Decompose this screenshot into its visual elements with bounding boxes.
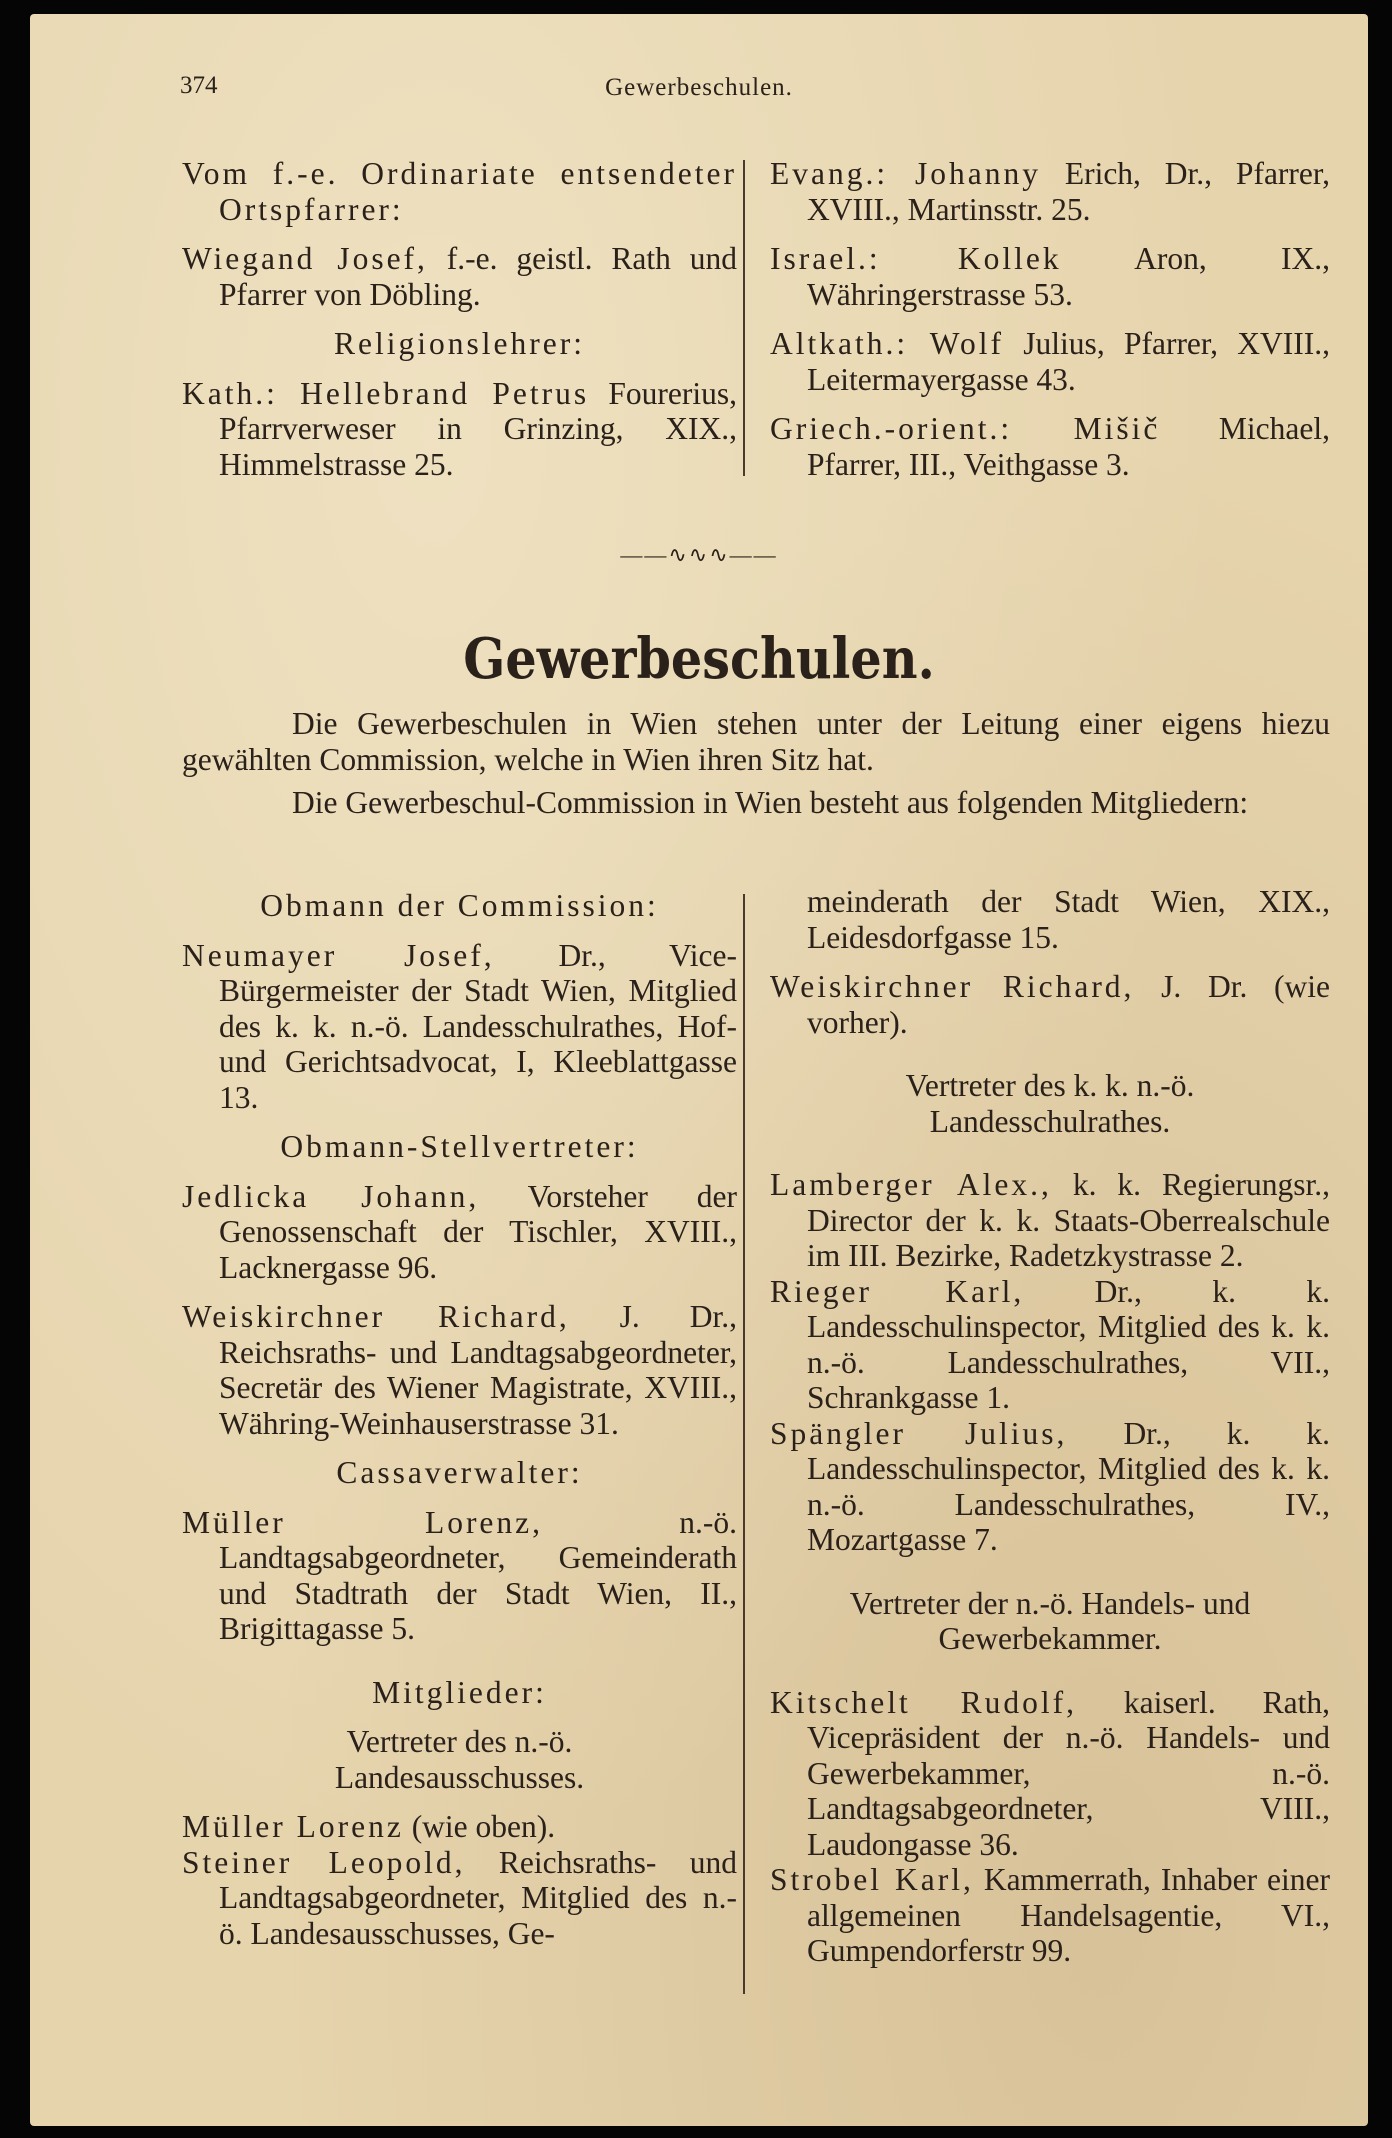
ornamental-divider: ——∿∿∿—— — [620, 542, 778, 567]
page-number: 374 — [180, 72, 218, 99]
members-left-column — [182, 888, 737, 1951]
intro-paragraph: Die Gewerbeschul-Commission in Wien besteht aus folgenden Mitgliedern: — [292, 785, 1249, 820]
landesausschuss-subheading: Vertreter des n.-ö. Landesausschusses. — [334, 1724, 585, 1795]
jedlicka-entry: Jedlicka Johann, Vorsteher der Genossenschaft der Tischler, XVIII., Lacknergasse 96. — [182, 1178, 737, 1285]
lamberger-entry: Lamberger Alex., k. k. Regierungsr., Director der k. k. Staats-Oberrealschule im III. Bezirke, Radetzkystrasse 2. — [770, 1167, 1330, 1273]
mitglieder-heading: Mitglieder: — [372, 1674, 547, 1710]
book-page — [30, 14, 1368, 2126]
kollek-entry: Israel.: Kollek Aron, IX., Währingerstrasse 53. — [770, 241, 1331, 312]
wolf-entry: Altkath.: Wolf Julius, Pfarrer, XVIII., Leitermayergasse 43. — [770, 326, 1331, 397]
strobel-entry: Strobel Karl, Kammerrath, Inhaber einer allgemeinen Handelsagentie, VI., Gumpendorferstr 99. — [770, 1862, 1331, 1968]
hellebrand-entry: Kath.: Hellebrand Petrus Fourerius, Pfarrverweser in Grinzing, XIX., Himmelstrasse 25. — [182, 375, 738, 482]
section-title: Gewerbeschulen. — [463, 626, 935, 692]
kitschelt-entry: Kitschelt Rudolf, kaiserl. Rath, Vicepräsident der n.-ö. Handels- und Gewerbekammer, n.-ö. Landtagsabgeordneter, VIII., Laudongasse 36. — [770, 1684, 1330, 1862]
steiner-entry: Steiner Leopold, Reichsraths- und Landtagsabgeordneter, Mitglied des n.-ö. Landesausschusses, Ge- — [182, 1844, 737, 1951]
running-title: Gewerbeschulen. — [605, 74, 793, 101]
top-left-column — [182, 156, 737, 482]
top-right-column — [770, 156, 1330, 482]
weiskirchner-entry: Weiskirchner Richard, J. Dr., Reichsraths- und Landtagsabgeordneter, Secretär des Wiener Magistrate, XVIII., Währing-Weinhauserstrasse 31. — [182, 1299, 738, 1441]
misic-entry: Griech.-orient.: Mišič Michael, Pfarrer, III., Veithgasse 3. — [770, 411, 1331, 482]
ordinariat-heading: Vom f.-e. Ordinariate entsendeter Ortspfarrer: — [182, 156, 737, 227]
obmann-heading: Obmann der Commission: — [260, 888, 659, 923]
schulrath-subheading: Vertreter des k. k. n.-ö. Landesschulrathes. — [905, 1068, 1195, 1139]
intro-paragraph: Die Gewerbeschulen in Wien stehen unter der Leitung einer eigens hiezu gewählten Commission, welche in Wien ihren Sitz hat. — [182, 706, 1330, 777]
members-right-column — [770, 884, 1330, 1969]
mueller-repeat-entry: Müller Lorenz (wie oben). — [182, 1809, 556, 1844]
neumayer-entry: Neumayer Josef, Dr., Vice-Bürgermeister der Stadt Wien, Mitglied des k. k. n.-ö. Landesschulrathes, Hof- und Gerichtsadvocat, I, Kleeblattgasse 13. — [182, 937, 738, 1115]
johanny-entry: Evang.: Johanny Erich, Dr., Pfarrer, XVIII., Martinsstr. 25. — [770, 156, 1330, 227]
cassaverwalter-heading: Cassaverwalter: — [336, 1455, 583, 1490]
steiner-continuation: meinderath der Stadt Wien, XIX., Leidesdorfgasse 15. — [807, 884, 1330, 955]
stellvertreter-heading: Obmann-Stellvertreter: — [280, 1129, 639, 1164]
weiskirchner-repeat-entry: Weiskirchner Richard, J. Dr. (wie vorher). — [770, 969, 1331, 1040]
handelskammer-subheading: Vertreter der n.-ö. Handels- und Gewerbekammer. — [849, 1585, 1251, 1656]
intro-text — [182, 706, 1330, 828]
spaengler-entry: Spängler Julius, Dr., k. k. Landesschulinspector, Mitglied des k. k. n.-ö. Landesschulrathes, IV., Mozartgasse 7. — [770, 1415, 1330, 1557]
mueller-entry: Müller Lorenz, n.-ö. Landtagsabgeordneter, Gemeinderath und Stadtrath der Stadt Wien, II., Brigittagasse 5. — [182, 1504, 737, 1646]
top-column-rule — [743, 160, 745, 476]
rieger-entry: Rieger Karl, Dr., k. k. Landesschulinspector, Mitglied des k. k. n.-ö. Landesschulrathes, VII., Schrankgasse 1. — [770, 1273, 1330, 1415]
lower-column-rule — [743, 894, 745, 1994]
religionslehrer-heading: Religionslehrer: — [334, 326, 585, 361]
wiegand-entry: Wiegand Josef, f.-e. geistl. Rath und Pfarrer von Döbling. — [182, 241, 737, 312]
